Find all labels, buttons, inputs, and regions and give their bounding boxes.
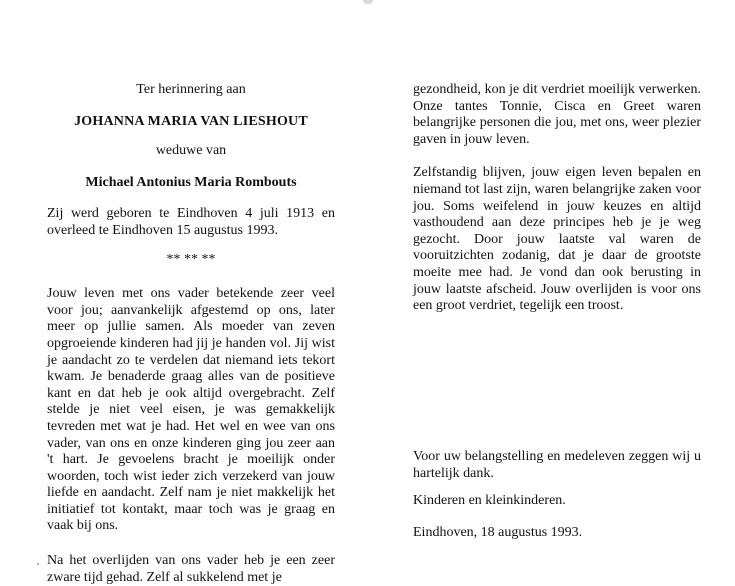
date-text: Eindhoven, 18 augustus 1993.: [413, 525, 583, 540]
right-column: [413, 82, 701, 315]
paragraph-independence: Zelfstandig blijven, jouw eigen leven bepalen en niemand tot last zijn, waren belangrijke zaken voor jou. Soms weifelend in jouw keuzes en altijd vasthoudend aan deze principes heb je je weg gezocht. Door jouw laatste val waren de vooruitzichten zodanig, dat je daar de grootste moeite mee had. Je vond dan ook berusting in jouw laatste afscheid. Jouw overlijden is voor ons een groot verdriet, tegelijk een troost.: [413, 165, 701, 314]
left-column: [47, 82, 335, 586]
birth-death-text: Zij werd geboren te Eindhoven 4 juli 1913 en overleed te Eindhoven 15 augustus 1993.: [47, 206, 335, 238]
intro-text: Ter herinnering aan: [136, 82, 246, 97]
scan-speck: [37, 563, 39, 565]
paragraph-after-death-start: Na het overlijden van ons vader heb je een zeer zware tijd gehad. Zelf al sukkelend met je: [47, 553, 335, 585]
scan-mark: [363, 0, 373, 4]
paragraph-after-death-end: gezondheid, kon je dit verdriet moeilijk verwerken. Onze tantes Tonnie, Cisca en Greet waren belangrijke personen die jou, met ons, weer plezier gaven in jouw leven.: [413, 82, 701, 147]
widow-of-text: weduwe van: [155, 143, 227, 159]
husband-name: Michael Antonius Maria Rombouts: [85, 174, 297, 190]
deceased-name: JOHANNA MARIA VAN LIESHOUT: [74, 113, 308, 129]
signature-text: Kinderen en kleinkinderen.: [413, 493, 566, 508]
paragraph-life: Jouw leven met ons vader betekende zeer veel voor jou; aanvankelijk afgestemd op ons, later meer op jullie samen. Als moeder van zeven opgroeiende kinderen had jij je handen vol. Jij wist je aandacht zo te verdelen dat niemand iets tekort kwam. Je benaderde graag alles van de positieve kant en dat heb je ook altijd overgebracht. Zelf stelde je niet veel eisen, je was gemakkelijk tevreden met wat je had. Het wel en wee van ons vader, van ons en onze kinderen ging jou zeer aan 't hart. Je gevoelens bracht je moeilijk onder woorden, toch wist ieder zich verzekerd van jouw liefde en aandacht. Zelf nam je niet makkelijk het initiatief tot kontakt, maar toch was je graag en vaak bij ons.: [47, 286, 335, 534]
separator-stars: ** ** **: [166, 251, 216, 267]
thanks-text: Voor uw belangstelling en medeleven zeggen wij u hartelijk dank.: [413, 449, 701, 481]
